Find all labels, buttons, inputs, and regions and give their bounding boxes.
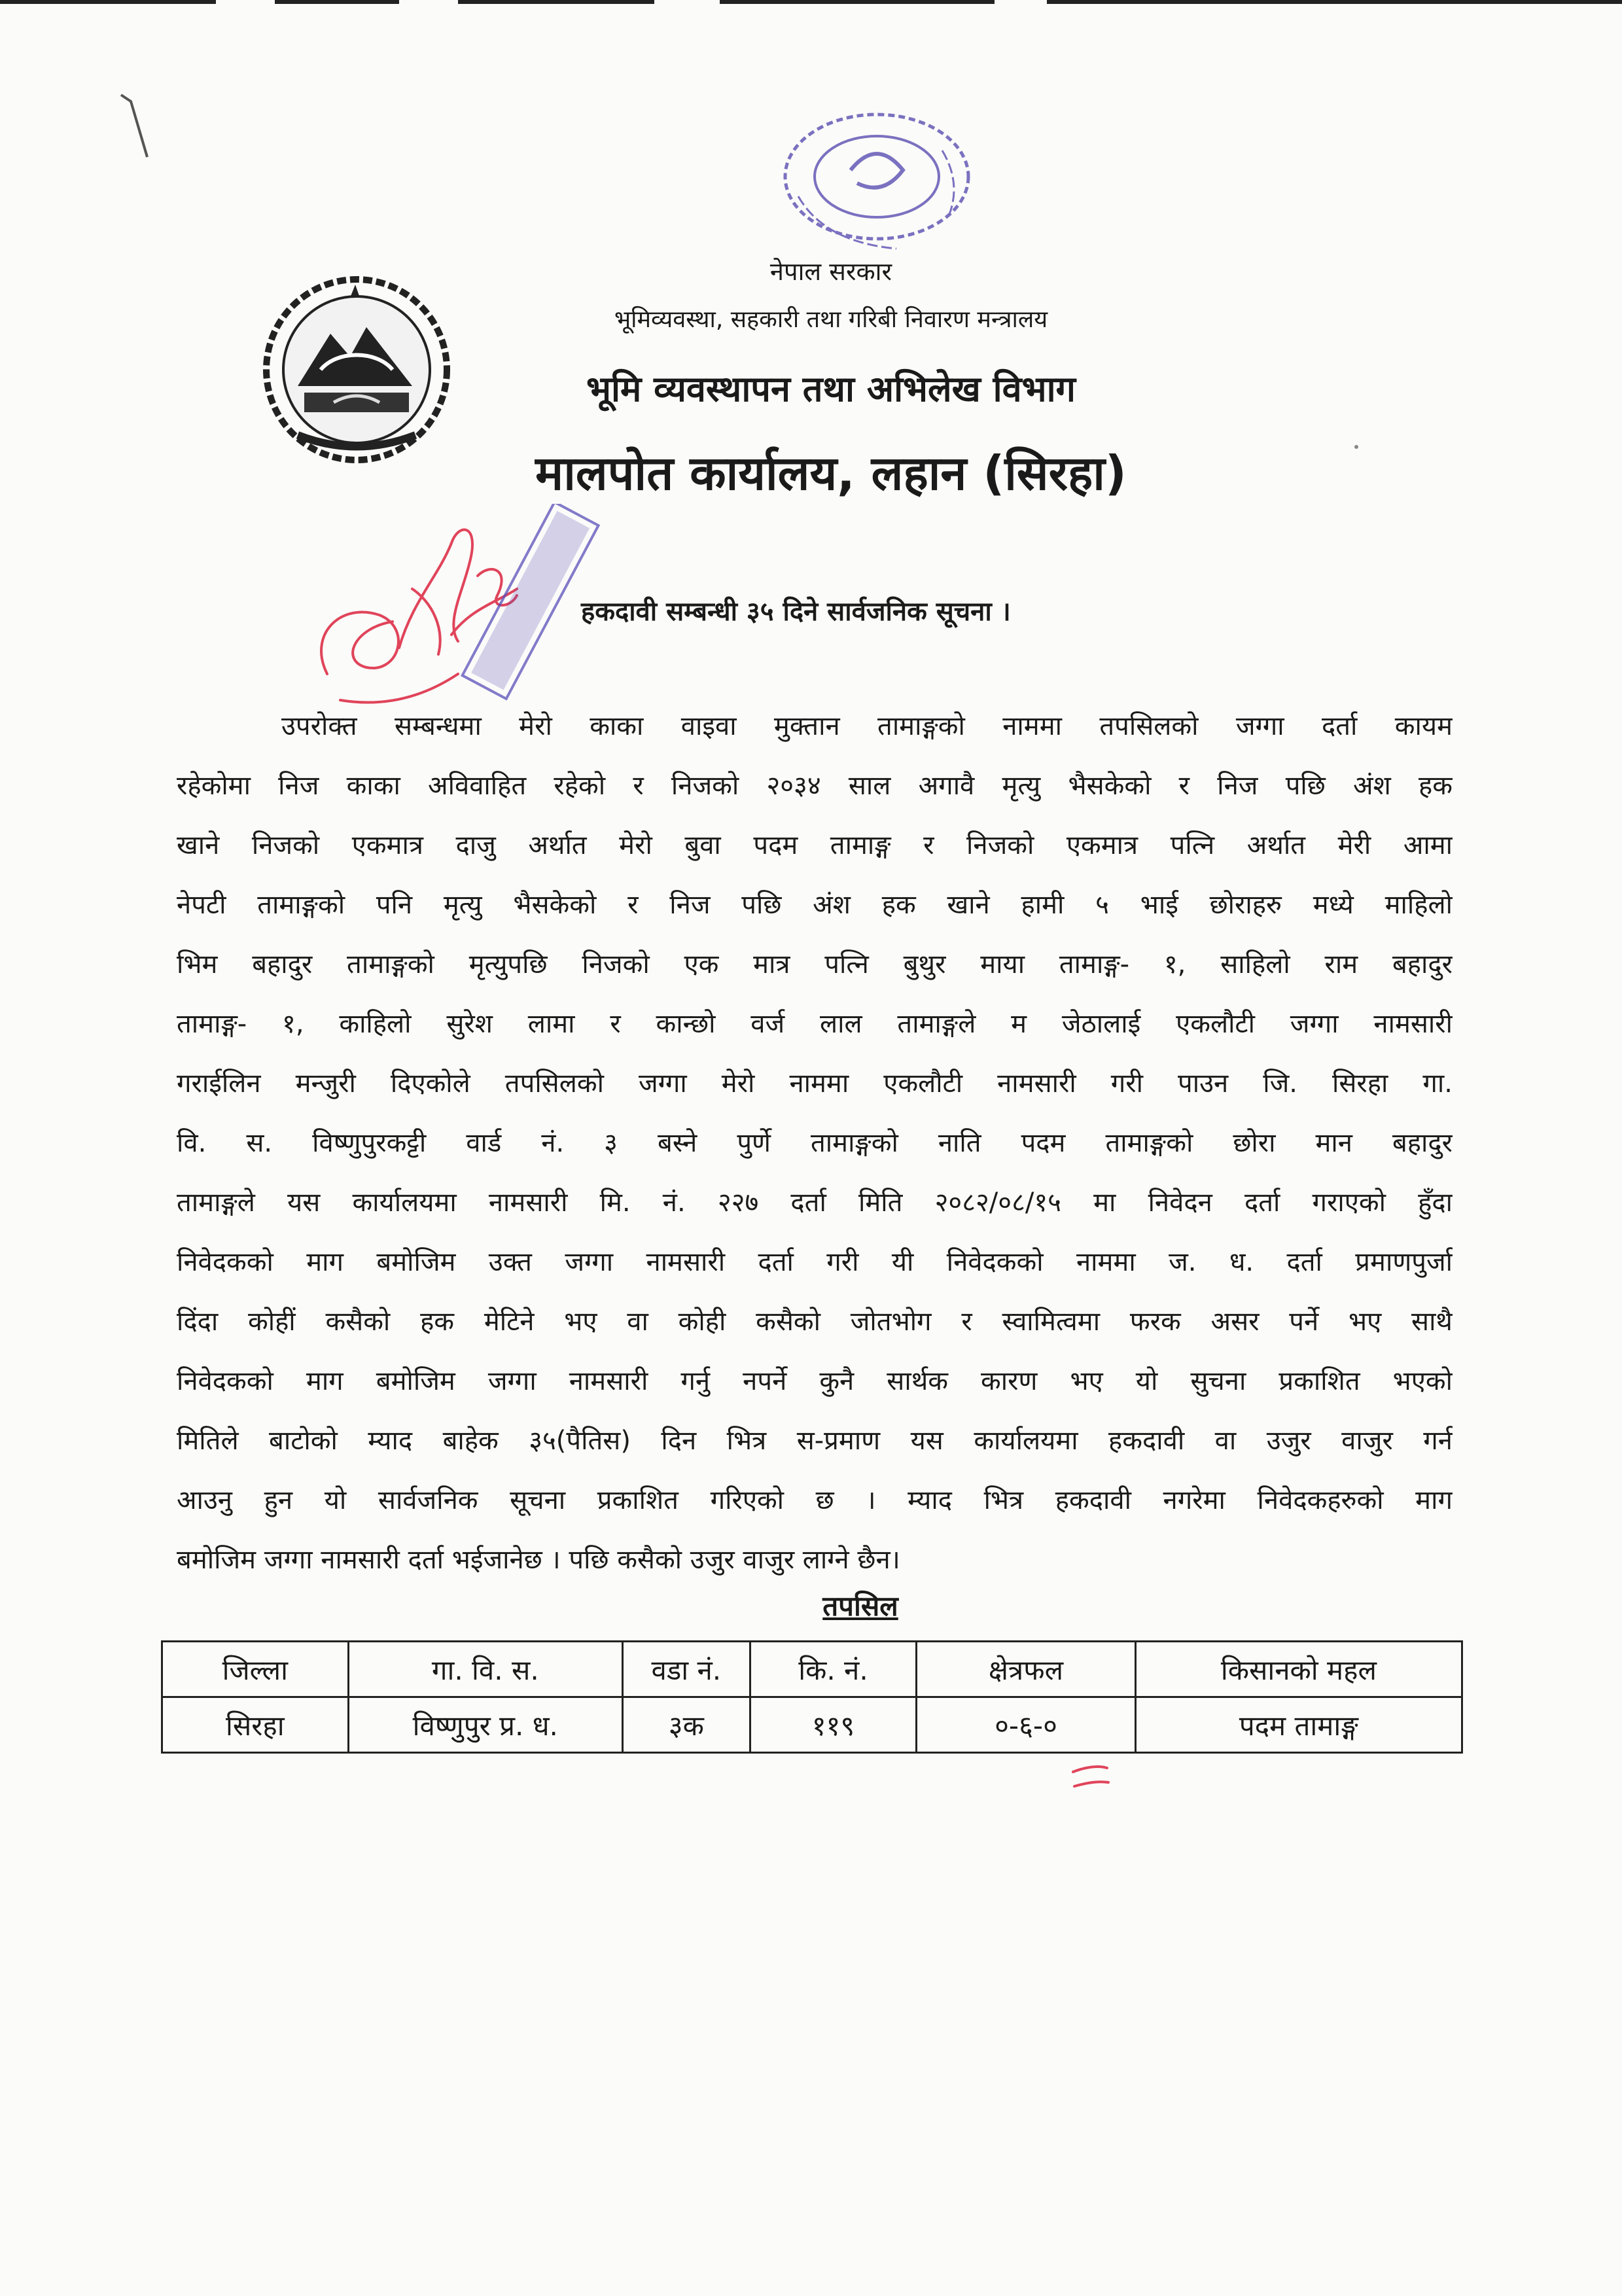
schedule-table [161,1640,1463,1754]
body-line: दिंदा कोहीं कसैको हक मेटिने भए वा कोही कसैको जोतभोग र स्वामित्वमा फरक असर पर्ने भए साथै [177,1307,1453,1337]
schedule-title: तपसिल [822,1590,898,1622]
table-header-row [162,1642,1462,1697]
body-line: खाने निजको एकमात्र दाजु अर्थात मेरो बुवा पदम तामाङ्ग र निजको एकमात्र पत्नि अर्थात मेरी आमा [177,830,1453,860]
body-line: निवेदकको माग बमोजिम जग्गा नामसारी गर्नु नपर्ने कुनै सार्थक कारण भए यो सुचना प्रकाशित भएको [177,1366,1453,1396]
body-line: निवेदकको माग बमोजिम उक्त जग्गा नामसारी दर्ता गरी यी निवेदकको नाममा ज. ध. दर्ता प्रमाणपुर्जा [177,1247,1453,1277]
government-name: नेपाल सरकार [769,257,892,286]
office-name: मालपोत कार्यालय, लहान (सिरहा) [535,446,1127,501]
body-line: वि. स. विष्णुपुरकट्टी वार्ड नं. ३ बस्ने पुर्णे तामाङ्गको नाति पदम तामाङ्गको छोरा मान बहादुर [177,1128,1453,1158]
column-header-vdc: गा. वि. स. [348,1642,622,1697]
column-header-ward: वडा नं. [622,1642,750,1697]
body-line: तामाङ्ग- १, काहिलो सुरेश लामा र कान्छो वर्ज लाल तामाङ्गले म जेठालाई एकलौटी जग्गा नामसारी [177,1009,1453,1039]
body-line: रहेकोमा निज काका अविवाहित रहेको र निजको २०३४ साल अगावै मृत्यु भैसकेको र निज पछि अंश हक [177,771,1453,801]
speck [1354,445,1358,449]
body-line: आउनु हुन यो सार्वजनिक सूचना प्रकाशित गरिएको छ । म्याद भित्र हकदावी नगरेमा निवेदकहरुको माग [177,1485,1453,1515]
notice-title: हकदावी सम्बन्धी ३५ दिने सार्वजनिक सूचना । [581,597,1011,627]
body-line: नेपटी तामाङ्गको पनि मृत्यु भैसकेको र निज पछि अंश हक खाने हामी ५ भाई छोराहरु मध्ये माहिलो [177,890,1453,920]
body-line: भिम बहादुर तामाङ्गको मृत्युपछि निजको एक मात्र पत्नि बुथुर माया तामाङ्ग- १, साहिलो राम बहादुर [177,949,1453,980]
cell-owner: पदम तामाङ्ग [1135,1697,1462,1753]
cell-area: ०-६-० [917,1697,1136,1753]
column-header-owner: किसानको महल [1135,1642,1462,1697]
column-header-plot-no: कि. नं. [750,1642,917,1697]
column-header-area: क्षेत्रफल [917,1642,1136,1697]
table-row [162,1697,1462,1753]
notice-body [177,697,1453,1590]
column-header-district: जिल्ला [162,1642,349,1697]
department-name: भूमि व्यवस्थापन तथा अभिलेख विभाग [586,368,1076,410]
body-line: गराईलिन मन्जुरी दिएकोले तपसिलको जग्गा मेरो नाममा एकलौटी नामसारी गरी पाउन जि. सिरहा गा. [177,1069,1453,1099]
nepal-emblem-icon [258,272,455,468]
ministry-name: भूमिव्यवस्था, सहकारी तथा गरिबी निवारण मन्त्रालय [614,306,1048,333]
cell-vdc: विष्णुपुर प्र. ध. [348,1697,622,1753]
staple-mark [118,92,157,164]
cell-district: सिरहा [162,1697,349,1753]
cell-plot-no: ११९ [750,1697,917,1753]
red-pen-mark [1067,1760,1119,1799]
body-line: उपरोक्त सम्बन्धमा मेरो काका वाइवा मुक्तान तामाङ्गको नाममा तपसिलको जग्गा दर्ता कायम [281,711,1453,741]
cell-ward: ३क [622,1697,750,1753]
body-line: बमोजिम जग्गा नामसारी दर्ता भईजानेछ । पछि कसैको उजुर वाजुर लाग्ने छैन। [177,1545,900,1575]
body-line: मितिले बाटोको म्याद बाहेक ३५(पैतिस) दिन भित्र स-प्रमाण यस कार्यालयमा हकदावी वा उजुर वाजुर गर्न [177,1426,1453,1456]
page-top-edge [0,0,1622,7]
body-line: तामाङ्गले यस कार्यालयमा नामसारी मि. नं. २२७ दर्ता मिति २०८२/०८/१५ मा निवेदन दर्ता गराएको हुँदा [177,1188,1453,1218]
